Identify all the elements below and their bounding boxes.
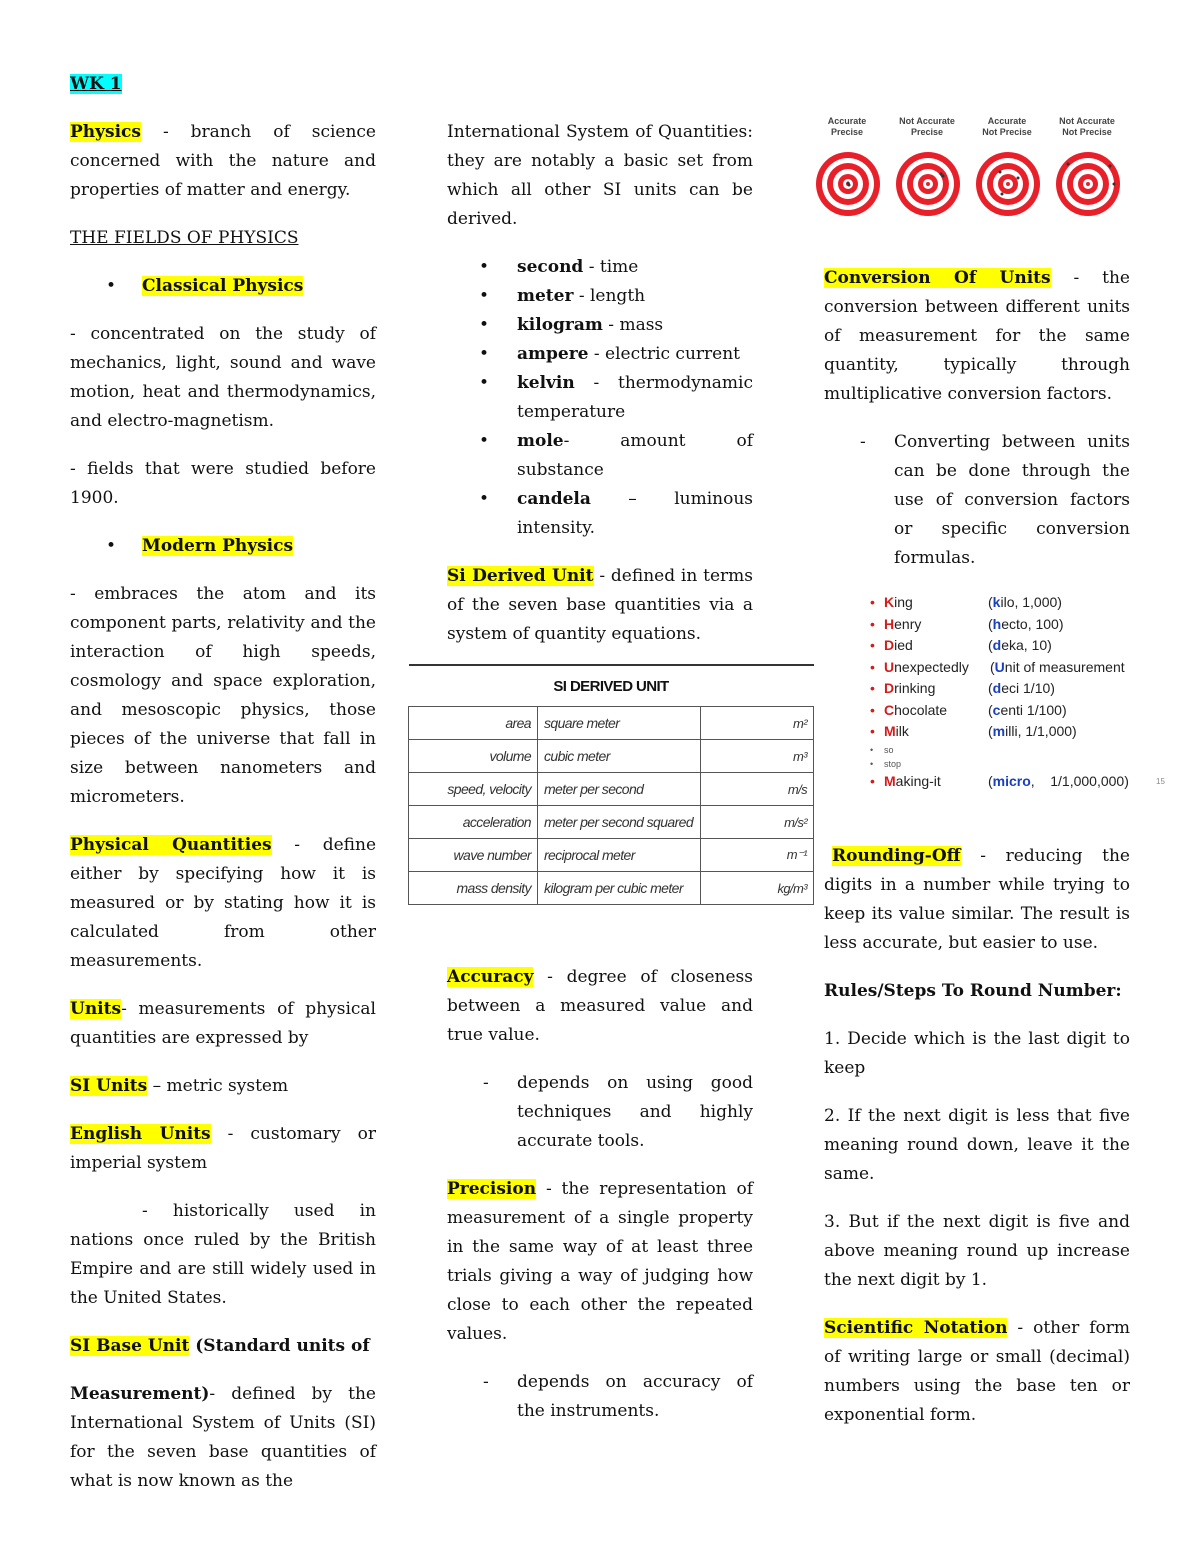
- list-item: • second - time: [447, 253, 753, 282]
- list-item: • Drinking (deci 1/10): [870, 680, 1055, 696]
- page-number: 15: [1156, 776, 1165, 786]
- list-item: • Milk (milli, 1/1,000): [870, 723, 1077, 739]
- list-item: • so: [870, 744, 894, 755]
- list-item: • Making-it (micro, 1/1,000,000) 15: [866, 771, 1156, 793]
- list-item: • ampere - electric current: [447, 340, 753, 369]
- list-item: • candela – luminous intensity.: [447, 485, 753, 543]
- rounding-def: Rounding-Off - reducing the digits in a number while trying to keep its value similar. The result is less accurate, but easier to use.: [824, 846, 1130, 953]
- list-item: • mole- amount of substance: [447, 427, 753, 485]
- accuracy-precision-targets: [812, 112, 1122, 220]
- table-row: volume cubic meter m³: [409, 740, 814, 773]
- rule-1: 1. Decide which is the last digit to keep: [824, 1029, 1130, 1078]
- english-units-desc: - historically used in nations once ruled by the British Empire and are still widely used in the United States.: [70, 1201, 376, 1308]
- precision-note: - depends on accuracy of the instruments.: [447, 1368, 753, 1426]
- accuracy-note: - depends on using good techniques and highly accurate tools.: [447, 1069, 753, 1156]
- modern-desc: - embraces the atom and its component parts, relativity and the interaction of high speeds, cosmology and space exploration, and mesoscopic physics, those pieces of the universe that fall in size between nanometers and micrometers.: [70, 584, 376, 807]
- si-derived-table: [408, 664, 814, 905]
- column-1: [70, 70, 376, 1515]
- english-units-def: English Units - customary or imperial system: [70, 1124, 376, 1173]
- si-derived-def: Si Derived Unit - defined in terms of the seven base quantities via a system of quantity equations.: [447, 566, 754, 644]
- precision-def: Precision - the representation of measurement of a single property in the same way of at least three trials giving a way of judging how close to each other the repeated values.: [447, 1179, 753, 1344]
- list-item: • Died (deka, 10): [870, 637, 1052, 653]
- target-icon: [976, 152, 1040, 216]
- target-icon: [816, 152, 880, 216]
- list-item: • Henry (hecto, 100): [870, 615, 1064, 632]
- list-item: • Chocolate (centi 1/100): [870, 701, 1067, 718]
- base-units-list: [447, 253, 753, 543]
- classical-desc: - concentrated on the study of mechanics, light, sound and wave motion, heat and thermodynamics, and electro-magnetism.: [70, 324, 376, 431]
- list-item: • stop: [870, 758, 902, 769]
- column-2: [447, 118, 753, 668]
- list-item: • kelvin - thermodynamic temperature: [447, 369, 753, 427]
- si-base-unit-title: SI Base Unit (Standard units of: [70, 1336, 370, 1356]
- targets-svg: [812, 112, 1122, 220]
- target-icon: [1056, 152, 1120, 216]
- list-item: • kilogram - mass: [447, 311, 753, 340]
- classical-bullet: • Classical Physics: [70, 272, 376, 301]
- target-icon: [896, 152, 960, 216]
- si-base-unit-def: Measurement)- defined by the International System of Units (SI) for the seven base quantities of what is now known as the: [70, 1384, 376, 1491]
- target-label: Accurate Not Precise: [982, 116, 1032, 137]
- conversion-note: - Converting between units can be done through the use of conversion factors or specific conversion formulas.: [824, 428, 1130, 573]
- physics-definition: Physics - branch of science concerned with the nature and properties of matter and energy.: [70, 122, 376, 200]
- table-row: area square meter m²: [409, 707, 814, 740]
- rule-3: 3. But if the next digit is five and above meaning round up increase the next digit by 1.: [824, 1212, 1130, 1290]
- si-derived-table-wrap: [408, 664, 814, 905]
- isq-intro: International System of Quantities: they are notably a basic set from which all other SI units can be derived.: [447, 122, 753, 229]
- physical-quantities-def: Physical Quantities - define either by specifying how it is measured or by stating how it is calculated from other measurements.: [70, 835, 377, 971]
- target-label: Not Accurate Not Precise: [1059, 116, 1115, 137]
- page-title: WK 1: [70, 74, 122, 94]
- list-item: • Unexpectedly (Unit of measurement: [870, 658, 1125, 675]
- rule-2: 2. If the next digit is less that five meaning round down, leave it the same.: [824, 1106, 1130, 1184]
- table-row: wave number reciprocal meter m⁻¹: [409, 839, 814, 872]
- target-label: Not Accurate Precise: [899, 116, 955, 137]
- column-3: [824, 264, 1130, 592]
- table-row: speed, velocity meter per second m/s: [409, 773, 814, 806]
- modern-bullet: • Modern Physics: [70, 532, 376, 561]
- si-units-def: SI Units – metric system: [70, 1076, 289, 1096]
- conversion-def: Conversion Of Units - the conversion between different units of measurement for the same quantity, typically through multiplicative conversion factors.: [824, 268, 1130, 404]
- table-row: mass density kilogram per cubic meter kg/m³: [409, 872, 814, 905]
- table-row: acceleration meter per second squared m/s²: [409, 806, 814, 839]
- column-2-lower: [447, 963, 753, 1445]
- metric-prefix-mnemonic: [866, 592, 1165, 792]
- list-item: • King (kilo, 1,000): [870, 594, 1062, 610]
- fields-heading: THE FIELDS OF PHYSICS: [70, 228, 299, 248]
- column-3-lower: [824, 842, 1130, 1449]
- units-def: Units- measurements of physical quantities are expressed by: [70, 999, 376, 1048]
- accuracy-def: Accuracy - degree of closeness between a measured value and true value.: [447, 967, 753, 1045]
- rules-heading: Rules/Steps To Round Number:: [824, 981, 1122, 1001]
- scientific-notation-def: Scientific Notation - other form of writing large or small (decimal) numbers using the base ten or exponential form.: [824, 1318, 1130, 1425]
- classical-desc-2: - fields that were studied before 1900.: [70, 459, 376, 508]
- table-title: SI DERIVED UNIT: [409, 665, 814, 707]
- target-label: Accurate Precise: [827, 116, 867, 137]
- list-item: • meter - length: [447, 282, 753, 311]
